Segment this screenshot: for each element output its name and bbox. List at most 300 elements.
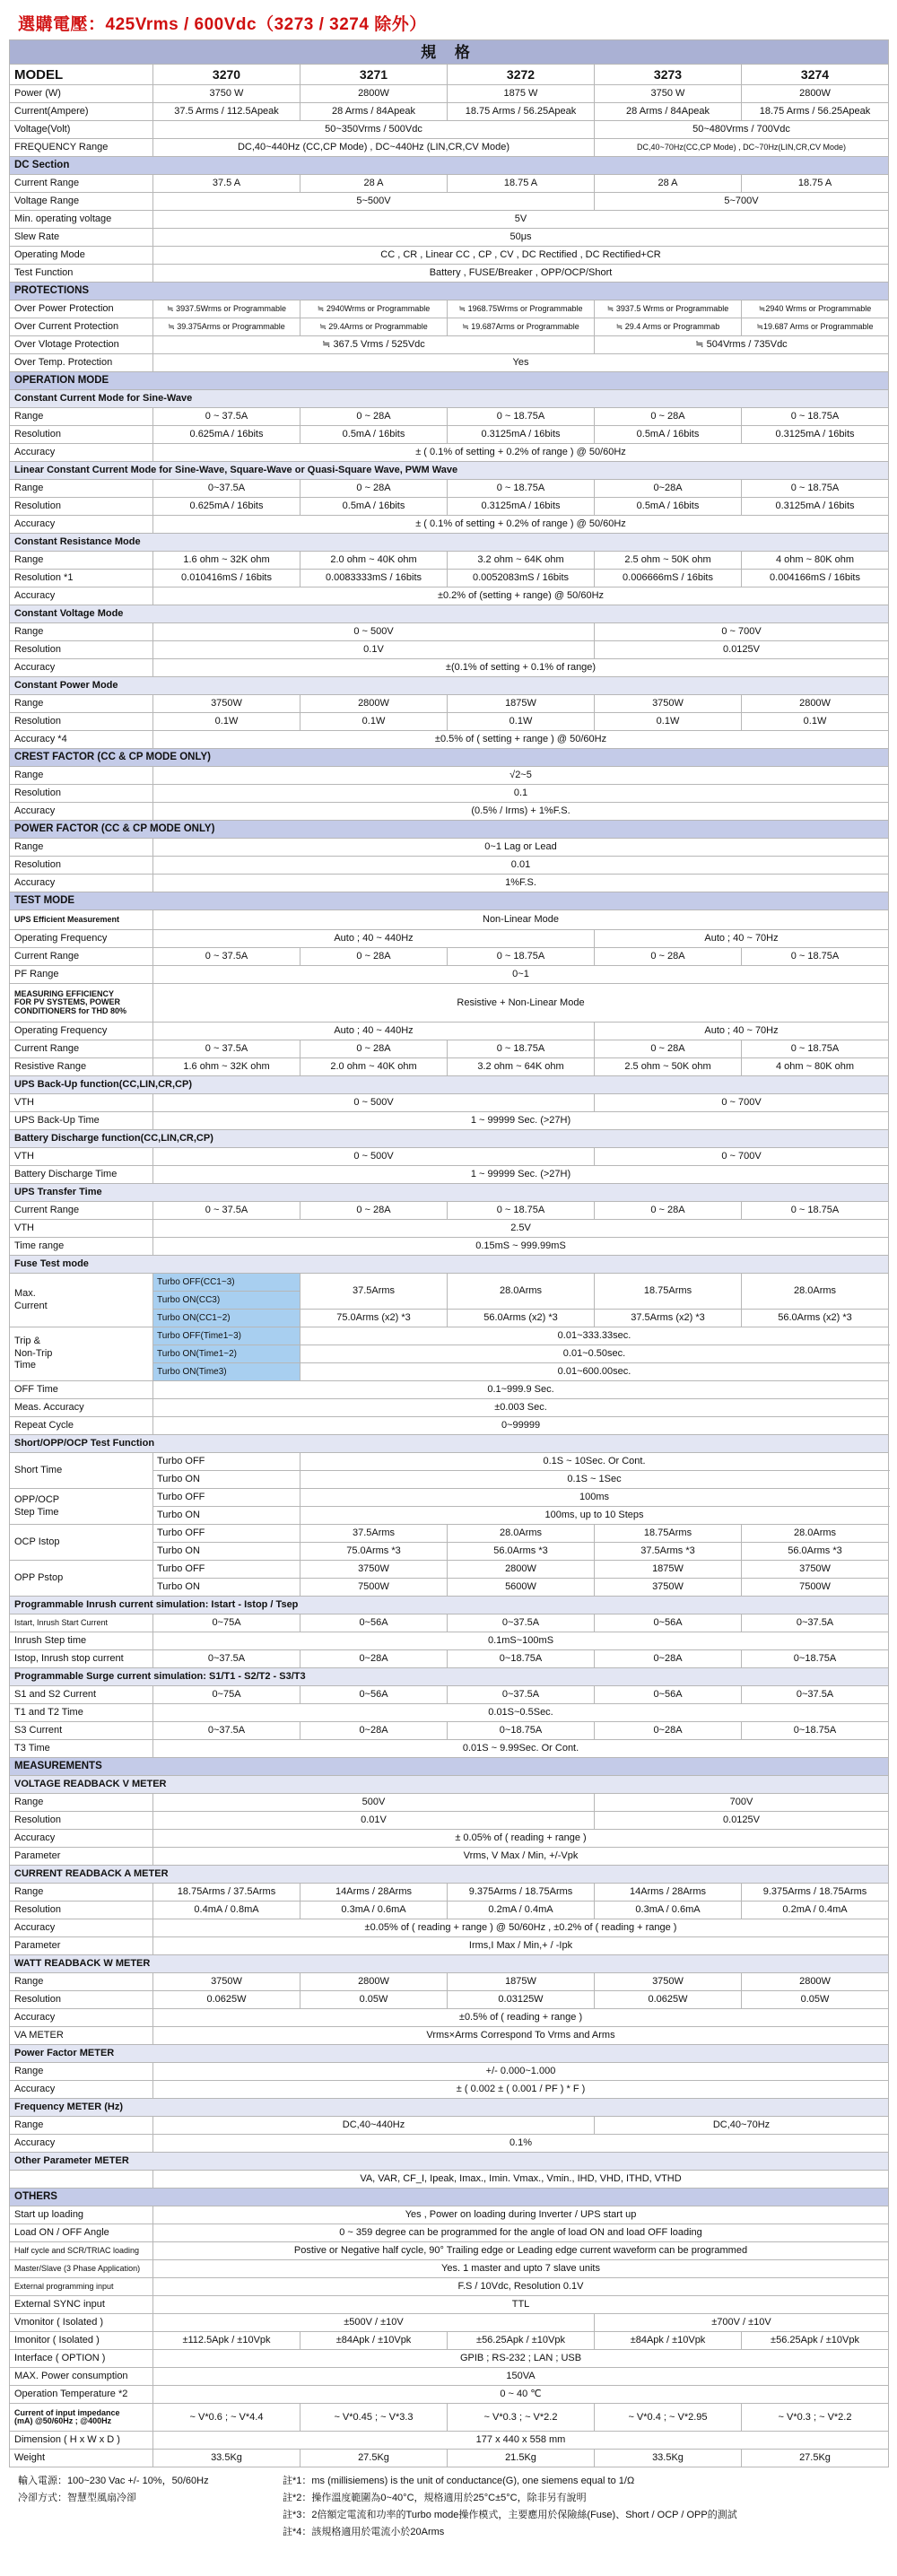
spec-value: 0~28A <box>300 1722 448 1740</box>
spec-value: 2800W <box>742 695 889 713</box>
spec-label: Range <box>10 1973 153 1991</box>
spec-row <box>10 139 889 157</box>
spec-label: Over Vlotage Protection <box>10 336 153 354</box>
spec-value: 0 ~ 28A <box>595 1040 742 1058</box>
spec-label: Current(Ampere) <box>10 103 153 121</box>
spec-label: Start up loading <box>10 2206 153 2224</box>
spec-value: Postive or Negative half cycle, 90° Trailing edge or Leading edge current waveform can be programmed <box>153 2242 889 2260</box>
spec-row <box>10 444 889 462</box>
spec-value: 0.1mS~100mS <box>153 1632 889 1650</box>
spec-value: 0 ~ 28A <box>300 480 448 498</box>
spec-value: 0 ~ 37.5A <box>153 1202 300 1220</box>
spec-value: ≒2940 Wrms or Programmable <box>742 300 889 318</box>
spec-value: ~ V*0.3 ; ~ V*2.2 <box>742 2404 889 2432</box>
spec-value: 0.010416mS / 16bits <box>153 570 300 587</box>
optional-voltage-banner <box>9 0 888 39</box>
spec-value: 0.1W <box>448 713 595 731</box>
spec-row <box>10 1884 889 1902</box>
spec-label: Range <box>10 695 153 713</box>
spec-title-row <box>10 40 889 65</box>
spec-value: 14Arms / 28Arms <box>300 1884 448 1902</box>
spec-value: 0 ~ 700V <box>595 1148 889 1166</box>
spec-value: ±0.5% of ( setting + range ) @ 50/60Hz <box>153 731 889 749</box>
spec-row <box>10 1937 889 1955</box>
spec-label: Accuracy <box>10 587 153 605</box>
spec-label: External SYNC input <box>10 2296 153 2314</box>
subsection-title: UPS Transfer Time <box>10 1184 889 1202</box>
spec-value: ≒ 367.5 Vrms / 525Vdc <box>153 336 595 354</box>
spec-value: 0.004166mS / 16bits <box>742 570 889 587</box>
spec-value: √2~5 <box>153 767 889 785</box>
spec-row <box>10 247 889 265</box>
spec-row <box>10 2117 889 2135</box>
spec-value: 0.01 <box>153 857 889 875</box>
spec-value: 0~28A <box>595 1650 742 1668</box>
subsection-title: Constant Power Mode <box>10 677 889 695</box>
spec-row <box>10 1686 889 1704</box>
spec-label: UPS Efficient Measurement <box>10 910 153 930</box>
turbo-mode-label: Turbo OFF <box>153 1453 300 1471</box>
spec-label: Imonitor ( Isolated ) <box>10 2332 153 2350</box>
spec-row <box>10 930 889 948</box>
spec-value: 3.2 ohm ~ 64K ohm <box>448 552 595 570</box>
spec-value: ±56.25Apk / ±10Vpk <box>742 2332 889 2350</box>
spec-label: Current of input impedance (mA) @50/60Hz ; @400Hz <box>10 2404 153 2432</box>
footnote-4: 註*4：該規格適用於電流小於20Arms <box>283 2527 445 2537</box>
spec-label: Accuracy <box>10 1830 153 1848</box>
subsection-header-row <box>10 677 889 695</box>
spec-label: MAX. Power consumption <box>10 2368 153 2386</box>
spec-label: UPS Back-Up Time <box>10 1112 153 1130</box>
spec-row <box>10 1238 889 1256</box>
spec-label: Range <box>10 552 153 570</box>
spec-row <box>10 1274 889 1292</box>
spec-label: Slew Rate <box>10 229 153 247</box>
spec-value: 0~75A <box>153 1614 300 1632</box>
section-title: DC Section <box>10 157 889 175</box>
spec-value: 50μs <box>153 229 889 247</box>
section-title: MEASUREMENTS <box>10 1758 889 1776</box>
spec-row <box>10 948 889 966</box>
spec-label: Dimension ( H x W x D ) <box>10 2432 153 2450</box>
spec-value: 0 ~ 37.5A <box>153 948 300 966</box>
spec-value: 50~480Vrms / 700Vdc <box>595 121 889 139</box>
spec-row <box>10 2260 889 2278</box>
spec-row <box>10 1058 889 1076</box>
spec-label: Battery Discharge Time <box>10 1166 153 1184</box>
subsection-title: Other Parameter METER <box>10 2153 889 2171</box>
spec-value: 1875W <box>448 695 595 713</box>
spec-value: 18.75Arms <box>595 1274 742 1310</box>
spec-row <box>10 2386 889 2404</box>
spec-value: 2.5V <box>153 1220 889 1238</box>
spec-label: Resolution <box>10 713 153 731</box>
spec-row <box>10 1740 889 1758</box>
turbo-mode-label: Turbo ON <box>153 1471 300 1489</box>
spec-value: 0 ~ 28A <box>595 948 742 966</box>
spec-group-label: OPP/OCP Step Time <box>10 1489 153 1525</box>
spec-value: 0.625mA / 16bits <box>153 498 300 516</box>
spec-label: VTH <box>10 1220 153 1238</box>
subsection-title: Frequency METER (Hz) <box>10 2099 889 2117</box>
spec-row <box>10 641 889 659</box>
spec-label: Resolution <box>10 641 153 659</box>
spec-value: 0~1 Lag or Lead <box>153 839 889 857</box>
spec-value: 0 ~ 40 ℃ <box>153 2386 889 2404</box>
spec-value: 7500W <box>300 1579 448 1597</box>
spec-group-label: Max. Current <box>10 1274 153 1327</box>
spec-row <box>10 984 889 1023</box>
spec-value: DC,40~440Hz <box>153 2117 595 2135</box>
spec-group-label: OPP Pstop <box>10 1561 153 1597</box>
spec-value: ±84Apk / ±10Vpk <box>300 2332 448 2350</box>
spec-label: Range <box>10 480 153 498</box>
spec-table <box>9 39 889 2467</box>
spec-row <box>10 211 889 229</box>
spec-row <box>10 1722 889 1740</box>
spec-value: 0.3125mA / 16bits <box>742 498 889 516</box>
spec-label: Resistive Range <box>10 1058 153 1076</box>
spec-label: Min. operating voltage <box>10 211 153 229</box>
spec-value: F.S / 10Vdc, Resolution 0.1V <box>153 2278 889 2296</box>
spec-row <box>10 1381 889 1399</box>
spec-value: 5~700V <box>595 193 889 211</box>
spec-value: ± ( 0.1% of setting + 0.2% of range ) @ 50/60Hz <box>153 444 889 462</box>
spec-value: ±56.25Apk / ±10Vpk <box>448 2332 595 2350</box>
spec-label: Accuracy *4 <box>10 731 153 749</box>
spec-value: 2800W <box>300 85 448 103</box>
subsection-title: Constant Voltage Mode <box>10 605 889 623</box>
spec-value: 0.0625W <box>153 1991 300 2009</box>
spec-value: 500V <box>153 1794 595 1812</box>
spec-row <box>10 2368 889 2386</box>
spec-label: T1 and T2 Time <box>10 1704 153 1722</box>
section-header-row <box>10 157 889 175</box>
spec-label: Istart, Inrush Start Current <box>10 1614 153 1632</box>
spec-value: 0~37.5A <box>153 480 300 498</box>
spec-row <box>10 2171 889 2189</box>
spec-label: Operating Mode <box>10 247 153 265</box>
footnote-3: 註*3：2倍額定電流和功率的Turbo mode操作模式，主要應用於保險絲(Fuse)、Short / OCP / OPP的測試 <box>283 2510 737 2520</box>
spec-label: Load ON / OFF Angle <box>10 2224 153 2242</box>
spec-row <box>10 1632 889 1650</box>
spec-value: 0 ~ 18.75A <box>742 408 889 426</box>
spec-label: Over Power Protection <box>10 300 153 318</box>
spec-row <box>10 857 889 875</box>
spec-value: 3750W <box>153 1973 300 1991</box>
spec-value: 1 ~ 99999 Sec. (>27H) <box>153 1166 889 1184</box>
spec-row <box>10 1148 889 1166</box>
spec-value: 0~28A <box>300 1650 448 1668</box>
spec-label: Operation Temperature *2 <box>10 2386 153 2404</box>
spec-value: +/- 0.000~1.000 <box>153 2063 889 2081</box>
spec-value: 0.625mA / 16bits <box>153 426 300 444</box>
spec-label: Range <box>10 1794 153 1812</box>
spec-value: 0.01V <box>153 1812 595 1830</box>
spec-label: Accuracy <box>10 803 153 821</box>
spec-label: External programming input <box>10 2278 153 2296</box>
spec-value: ≒ 1968.75Wrms or Programmable <box>448 300 595 318</box>
spec-value: ±0.05% of ( reading + range ) @ 50/60Hz , ±0.2% of ( reading + range ) <box>153 1919 889 1937</box>
spec-label: Vmonitor ( Isolated ) <box>10 2314 153 2332</box>
spec-row <box>10 2027 889 2045</box>
spec-label: Accuracy <box>10 2081 153 2099</box>
spec-label: Time range <box>10 1238 153 1256</box>
spec-label: Half cycle and SCR/TRIAC loading <box>10 2242 153 2260</box>
turbo-mode-label: Turbo ON <box>153 1543 300 1561</box>
turbo-mode-label: Turbo ON(CC1~2) <box>153 1310 300 1327</box>
spec-value: 0.0125V <box>595 1812 889 1830</box>
spec-label: Operating Frequency <box>10 1023 153 1040</box>
subsection-header-row <box>10 390 889 408</box>
spec-value: 0.01S~0.5Sec. <box>153 1704 889 1722</box>
spec-value: 0~37.5A <box>153 1650 300 1668</box>
spec-value: 0.0083333mS / 16bits <box>300 570 448 587</box>
section-title: POWER FACTOR (CC & CP MODE ONLY) <box>10 821 889 839</box>
spec-value: 0~1 <box>153 966 889 984</box>
spec-value: 0.01~333.33sec. <box>300 1327 889 1345</box>
spec-label: S1 and S2 Current <box>10 1686 153 1704</box>
spec-label: S3 Current <box>10 1722 153 1740</box>
spec-value: 0~18.75A <box>448 1650 595 1668</box>
spec-row <box>10 480 889 498</box>
input-power-note: 輸入電源：100~230 Vac +/- 10%，50/60Hz <box>18 2476 209 2486</box>
spec-row <box>10 2450 889 2467</box>
subsection-header-row <box>10 462 889 480</box>
spec-value: 0~37.5A <box>153 1722 300 1740</box>
spec-row <box>10 85 889 103</box>
spec-label: Voltage(Volt) <box>10 121 153 139</box>
spec-row <box>10 2063 889 2081</box>
spec-row <box>10 193 889 211</box>
footer-general-info <box>18 2473 209 2507</box>
spec-value: 0.05W <box>300 1991 448 2009</box>
subsection-title: Power Factor METER <box>10 2045 889 2063</box>
spec-value: 0~18.75A <box>742 1650 889 1668</box>
spec-value: 0.4mA / 0.8mA <box>153 1902 300 1919</box>
banner-text: 選購電壓：425Vrms / 600Vdc（3273 / 3274 除外） <box>18 15 427 34</box>
spec-row <box>10 839 889 857</box>
spec-value: 0~56A <box>595 1686 742 1704</box>
spec-value: ±(0.1% of setting + 0.1% of range) <box>153 659 889 677</box>
spec-label: PF Range <box>10 966 153 984</box>
spec-value: 2.0 ohm ~ 40K ohm <box>300 1058 448 1076</box>
spec-value: 0 ~ 18.75A <box>742 480 889 498</box>
subsection-title: Short/OPP/OCP Test Function <box>10 1435 889 1453</box>
spec-group-label: Trip & Non-Trip Time <box>10 1327 153 1381</box>
spec-value: 33.5Kg <box>153 2450 300 2467</box>
subsection-header-row <box>10 1435 889 1453</box>
spec-value: 27.5Kg <box>300 2450 448 2467</box>
spec-value: 0 ~ 28A <box>300 948 448 966</box>
spec-value: 0.3125mA / 16bits <box>448 498 595 516</box>
subsection-header-row <box>10 1776 889 1794</box>
spec-row <box>10 803 889 821</box>
spec-value: DC,40~70Hz <box>595 2117 889 2135</box>
spec-value: 0.15mS ~ 999.99mS <box>153 1238 889 1256</box>
spec-value: ~ V*0.45 ; ~ V*3.3 <box>300 2404 448 2432</box>
spec-row <box>10 2224 889 2242</box>
spec-label: Parameter <box>10 1848 153 1866</box>
spec-value: 18.75 Arms / 56.25Apeak <box>742 103 889 121</box>
spec-label: Meas. Accuracy <box>10 1399 153 1417</box>
spec-value: 0.1~999.9 Sec. <box>153 1381 889 1399</box>
spec-value: 28.0Arms <box>742 1525 889 1543</box>
spec-value: Auto ; 40 ~ 70Hz <box>595 930 889 948</box>
spec-row <box>10 1525 889 1543</box>
spec-value: 56.0Arms (x2) *3 <box>448 1310 595 1327</box>
spec-value: 1875 W <box>448 85 595 103</box>
spec-row <box>10 1991 889 2009</box>
spec-value: 56.0Arms (x2) *3 <box>742 1310 889 1327</box>
spec-label: Range <box>10 767 153 785</box>
spec-value: 2.5 ohm ~ 50K ohm <box>595 1058 742 1076</box>
spec-label: Current Range <box>10 175 153 193</box>
section-title: TEST MODE <box>10 892 889 910</box>
section-title: OPERATION MODE <box>10 372 889 390</box>
spec-row <box>10 1417 889 1435</box>
spec-label: Range <box>10 2117 153 2135</box>
subsection-header-row <box>10 1866 889 1884</box>
spec-value: ±0.5% of ( reading + range ) <box>153 2009 889 2027</box>
spec-label: Range <box>10 1884 153 1902</box>
spec-label: Over Current Protection <box>10 318 153 336</box>
spec-value: ≒19.687 Arms or Programmable <box>742 318 889 336</box>
spec-value: ≒ 504Vrms / 735Vdc <box>595 336 889 354</box>
spec-label: Resolution *1 <box>10 570 153 587</box>
turbo-mode-label: Turbo ON(CC3) <box>153 1292 300 1310</box>
spec-value: CC , CR , Linear CC , CP , CV , DC Rectified , DC Rectified+CR <box>153 247 889 265</box>
spec-label: Accuracy <box>10 516 153 534</box>
section-header-row <box>10 1758 889 1776</box>
subsection-title: VOLTAGE READBACK V METER <box>10 1776 889 1794</box>
spec-value: ≒ 29.4Arms or Programmable <box>300 318 448 336</box>
spec-group-label: Short Time <box>10 1453 153 1489</box>
spec-row <box>10 318 889 336</box>
spec-label: Resolution <box>10 498 153 516</box>
spec-label: Accuracy <box>10 1919 153 1937</box>
spec-value: 0.0125V <box>595 641 889 659</box>
spec-value: 0.1W <box>153 713 300 731</box>
spec-value: 9.375Arms / 18.75Arms <box>448 1884 595 1902</box>
spec-value: 0.5mA / 16bits <box>595 426 742 444</box>
spec-row <box>10 1704 889 1722</box>
turbo-mode-label: Turbo ON <box>153 1579 300 1597</box>
spec-label: Current Range <box>10 1202 153 1220</box>
spec-row <box>10 516 889 534</box>
spec-label: Range <box>10 408 153 426</box>
spec-value: 0.05W <box>742 1991 889 2009</box>
spec-row <box>10 1112 889 1130</box>
spec-value: 0.006666mS / 16bits <box>595 570 742 587</box>
spec-value: 0~37.5A <box>742 1614 889 1632</box>
spec-value: 100ms <box>300 1489 889 1507</box>
spec-row <box>10 767 889 785</box>
spec-row <box>10 1202 889 1220</box>
spec-value: 5V <box>153 211 889 229</box>
model-name: 3272 <box>448 65 595 85</box>
spec-row <box>10 713 889 731</box>
spec-value: 0 ~ 500V <box>153 1148 595 1166</box>
spec-value: 0~56A <box>300 1614 448 1632</box>
spec-value: 0.2mA / 0.4mA <box>742 1902 889 1919</box>
spec-row <box>10 2296 889 2314</box>
spec-row <box>10 1220 889 1238</box>
spec-value: 7500W <box>742 1579 889 1597</box>
spec-value: 3750W <box>595 1973 742 1991</box>
spec-value: 3750W <box>300 1561 448 1579</box>
spec-value: 4 ohm ~ 80K ohm <box>742 552 889 570</box>
spec-label: Resolution <box>10 785 153 803</box>
spec-value: 18.75Arms / 37.5Arms <box>153 1884 300 1902</box>
spec-label: Inrush Step time <box>10 1632 153 1650</box>
spec-value: ±0.003 Sec. <box>153 1399 889 1417</box>
spec-row <box>10 265 889 283</box>
spec-value: 0 ~ 18.75A <box>448 948 595 966</box>
spec-label: Master/Slave (3 Phase Application) <box>10 2260 153 2278</box>
spec-value: DC,40~440Hz (CC,CP Mode) , DC~440Hz (LIN,CR,CV Mode) <box>153 139 595 157</box>
spec-value: Irms,I Max / Min,+ / -Ipk <box>153 1937 889 1955</box>
section-header-row <box>10 372 889 390</box>
turbo-mode-label: Turbo OFF(CC1~3) <box>153 1274 300 1292</box>
subsection-header-row <box>10 2153 889 2171</box>
spec-row <box>10 1848 889 1866</box>
spec-value: 0~37.5A <box>742 1686 889 1704</box>
spec-value: ~ V*0.3 ; ~ V*2.2 <box>448 2404 595 2432</box>
turbo-mode-label: Turbo ON(Time1~2) <box>153 1345 300 1363</box>
spec-label: VA METER <box>10 2027 153 2045</box>
spec-value: 2800W <box>742 85 889 103</box>
spec-label: Accuracy <box>10 2009 153 2027</box>
spec-value: 0.1% <box>153 2135 889 2153</box>
spec-value: 1875W <box>448 1973 595 1991</box>
spec-label: Accuracy <box>10 444 153 462</box>
subsection-header-row <box>10 534 889 552</box>
spec-value: ± 0.05% of ( reading + range ) <box>153 1830 889 1848</box>
spec-value: 0.0052083mS / 16bits <box>448 570 595 587</box>
spec-row <box>10 2206 889 2224</box>
spec-value: ≒ 29.4 Arms or Programmab <box>595 318 742 336</box>
spec-label: Voltage Range <box>10 193 153 211</box>
spec-value: 0.3125mA / 16bits <box>448 426 595 444</box>
section-header-row <box>10 892 889 910</box>
subsection-title: CURRENT READBACK A METER <box>10 1866 889 1884</box>
spec-title: 規 格 <box>10 40 889 65</box>
spec-value: 0~28A <box>595 480 742 498</box>
spec-value: 0 ~ 37.5A <box>153 408 300 426</box>
spec-value: 28 Arms / 84Apeak <box>300 103 448 121</box>
spec-row <box>10 1919 889 1937</box>
spec-value: 0.01~600.00sec. <box>300 1363 889 1381</box>
spec-value: 0~18.75A <box>742 1722 889 1740</box>
spec-table-body <box>10 40 889 2467</box>
spec-value: 0~99999 <box>153 1417 889 1435</box>
spec-value: 28 A <box>595 175 742 193</box>
spec-row <box>10 1094 889 1112</box>
spec-value: 0.3mA / 0.6mA <box>595 1902 742 1919</box>
subsection-header-row <box>10 1184 889 1202</box>
spec-label: Operating Frequency <box>10 930 153 948</box>
spec-value: 0 ~ 359 degree can be programmed for the angle of load ON and load OFF loading <box>153 2224 889 2242</box>
spec-label: Power (W) <box>10 85 153 103</box>
subsection-title: UPS Back-Up function(CC,LIN,CR,CP) <box>10 1076 889 1094</box>
spec-value: 2.0 ohm ~ 40K ohm <box>300 552 448 570</box>
spec-value: Resistive + Non-Linear Mode <box>153 984 889 1023</box>
spec-value: 0 ~ 28A <box>300 408 448 426</box>
spec-value: 0.1W <box>300 713 448 731</box>
spec-value: 0.1S ~ 1Sec <box>300 1471 889 1489</box>
spec-row <box>10 2314 889 2332</box>
